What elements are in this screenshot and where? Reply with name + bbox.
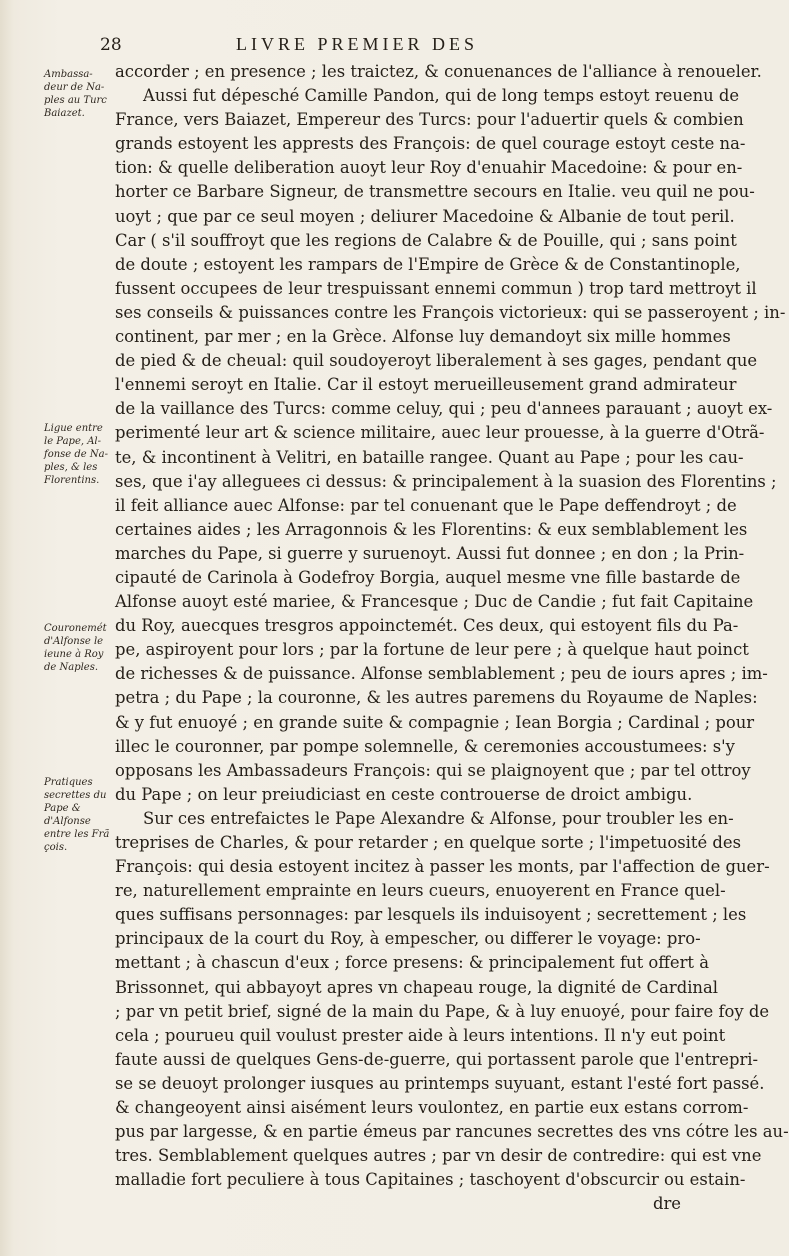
text-line: re, naturellement emprainte en leurs cueurs, enuoyerent en France quel-	[115, 881, 726, 901]
note-line: Ambassa-	[44, 69, 93, 80]
note-line: d'Alfonse	[44, 816, 91, 827]
running-head: LIVRE PREMIER DES	[236, 34, 479, 54]
text-line: Aussi fut dépesché Camille Pandon, qui de long temps estoyt reuenu de	[143, 86, 740, 106]
note-line: çois.	[44, 842, 68, 853]
text-line: treprises de Charles, & pour retarder ; en quelque sorte ; l'impetuosité des	[115, 833, 742, 852]
text-line: tres. Semblablement quelques autres ; par vn desir de contredire: qui est vne	[115, 1146, 762, 1166]
text-line: te, & incontinent à Velitri, en bataille rangee. Quant au Pape ; pour les cau-	[115, 447, 744, 467]
text-line: perimenté leur art & science militaire, auec leur prouesse, à la guerre d'Otrã-	[115, 423, 765, 443]
text-line: mettant ; à chascun d'eux ; force presens: & principalement fut offert à	[115, 953, 710, 973]
note-line: Florentins.	[44, 475, 100, 486]
text-line: opposans les Ambassadeurs François: qui se plaignoyent que ; par tel ottroy	[115, 760, 751, 780]
text-line: accorder ; en presence ; les traictez, & conuenances de l'alliance à renoueler.	[115, 62, 762, 81]
text-line: uoyt ; que par ce seul moyen ; deliurer Macedoine & Albanie de tout peril.	[115, 206, 735, 226]
margin-note-league	[44, 422, 112, 487]
text-line: petra ; du Pape ; la couronne, & les autres paremens du Royaume de Naples:	[115, 688, 758, 708]
text-line: de richesses & de puissance. Alfonse semblablement ; peu de iours apres ; im-	[115, 664, 768, 684]
page-number: 28	[100, 35, 122, 55]
text-line: Sur ces entrefaictes le Pape Alexandre & Alfonse, pour troubler les en-	[143, 808, 734, 828]
text-line: malladie fort peculiere à tous Capitaines ; taschoyent d'obscurcir ou estain-	[115, 1170, 746, 1190]
note-line: fonse de Na-	[44, 449, 108, 460]
text-line: principaux de la court du Roy, à empescher, ou differer le voyage: pro-	[115, 929, 701, 949]
note-line: deur de Na-	[44, 82, 105, 93]
text-line: ques suffisans personnages: par lesquels ils induisoyent ; secrettement ; les	[115, 905, 747, 925]
text-line: ses, que i'ay alleguees ci dessus: & principalement à la suasion des Florentins ;	[115, 471, 777, 491]
text-line: certaines aides ; les Arragonnois & les Florentins: & eux semblablement les	[115, 519, 748, 539]
note-line: Ligue entre	[44, 423, 103, 434]
text-line: marches du Pape, si guerre y suruenoyt. Aussi fut donnee ; en don ; la Prin-	[115, 543, 745, 563]
text-line: fussent occupees de leur trespuissant ennemi commun ) trop tard mettroyt il	[115, 278, 757, 298]
text-line: cipauté de Carinola à Godefroy Borgia, auquel mesme vne fille bastarde de	[115, 567, 741, 587]
text-line: du Pape ; on leur preiudiciast en ceste controuerse de droict ambigu.	[115, 784, 693, 804]
note-line: Pape &	[44, 803, 81, 814]
catchword: dre	[652, 1194, 681, 1214]
text-line: l'ennemi seroyt en Italie. Car il estoyt merueilleusement grand admirateur	[115, 375, 737, 395]
text-line: il feit alliance auec Alfonse: par tel conuenant que le Pape deffendroyt ; de	[115, 495, 737, 515]
text-line: Car ( s'il souffroyt que les regions de Calabre & de Pouille, qui ; sans point	[115, 230, 737, 250]
margin-note-coronation	[44, 622, 112, 674]
text-line: faute aussi de quelques Gens-de-guerre, qui portassent parole que l'entrepri-	[115, 1049, 759, 1069]
note-line: Baiazet.	[44, 108, 85, 119]
note-line: ples, & les	[44, 462, 98, 473]
page-header	[100, 34, 600, 55]
note-line: le Pape, Al-	[44, 436, 102, 447]
text-line: ses conseils & puissances contre les François victorieux: qui se passeroyent ; in-	[115, 302, 786, 322]
note-line: Couronemét	[44, 623, 107, 634]
text-line: & changeoyent ainsi aisément leurs voulontez, en partie eux estans corrom-	[115, 1098, 749, 1118]
note-line: de Naples.	[44, 662, 99, 673]
text-line: & y fut enuoyé ; en grande suite & compagnie ; Iean Borgia ; Cardinal ; pour	[115, 712, 755, 732]
text-line: horter ce Barbare Signeur, de transmettre secours en Italie. veu quil ne pou-	[115, 182, 755, 202]
text-line: Alfonse auoyt esté mariee, & Francesque ; Duc de Candie ; fut fait Capitaine	[115, 592, 754, 612]
text-line: de la vaillance des Turcs: comme celuy, qui ; peu d'annees parauant ; auoyt ex-	[115, 399, 773, 419]
text-line: continent, par mer ; en la Grèce. Alfonse luy demandoyt six mille hommes	[115, 327, 731, 347]
text-line: pe, aspiroyent pour lors ; par la fortune de leur pere ; à quelque haut poinct	[115, 640, 749, 660]
note-line: entre les Frã	[44, 829, 110, 840]
text-line: du Roy, auecques tresgros appoinctemét. Ces deux, qui estoyent fils du Pa-	[115, 616, 739, 636]
text-line: de doute ; estoyent les rampars de l'Empire de Grèce & de Constantinople,	[115, 254, 741, 274]
text-line: Brissonnet, qui abbayoyt apres vn chapeau rouge, la dignité de Cardinal	[115, 977, 719, 997]
note-line: ieune à Roy	[44, 649, 104, 660]
text-line: se se deuoyt prolonger iusques au printemps suyuant, estant l'esté fort passé.	[115, 1073, 765, 1093]
text-line: France, vers Baiazet, Empereur des Turcs: pour l'aduertir quels & combien	[115, 110, 744, 130]
note-line: ples au Turc	[44, 95, 107, 106]
note-line: d'Alfonse le	[44, 636, 104, 647]
margin-note-secret-practices	[44, 776, 112, 854]
text-line: ; par vn petit brief, signé de la main du Pape, & à luy enuoyé, pour faire foy de	[115, 1001, 770, 1021]
text-line: grands estoyent les apprests des François: de quel courage estoyt ceste na-	[115, 134, 746, 154]
margin-note-ambassador	[44, 68, 112, 120]
note-line: secrettes du	[44, 790, 107, 801]
text-line: illec le couronner, par pompe solemnelle, & ceremonies accoustumees: s'y	[115, 736, 735, 756]
body-text	[115, 60, 789, 1217]
text-line: tion: & quelle deliberation auoyt leur Roy d'enuahir Macedoine: & pour en-	[115, 158, 743, 178]
text-line: cela ; pourueu quil voulust prester aide à leurs intentions. Il n'y eut point	[115, 1025, 726, 1045]
text-line: de pied & de cheual: quil soudoyeroyt liberalement à ses gages, pendant que	[115, 351, 758, 371]
text-line: François: qui desia estoyent incitez à passer les monts, par l'affection de guer-	[115, 857, 770, 877]
text-line: pus par largesse, & en partie émeus par rancunes secrettes des vns cótre les au-	[115, 1122, 789, 1142]
note-line: Pratiques	[44, 777, 93, 788]
